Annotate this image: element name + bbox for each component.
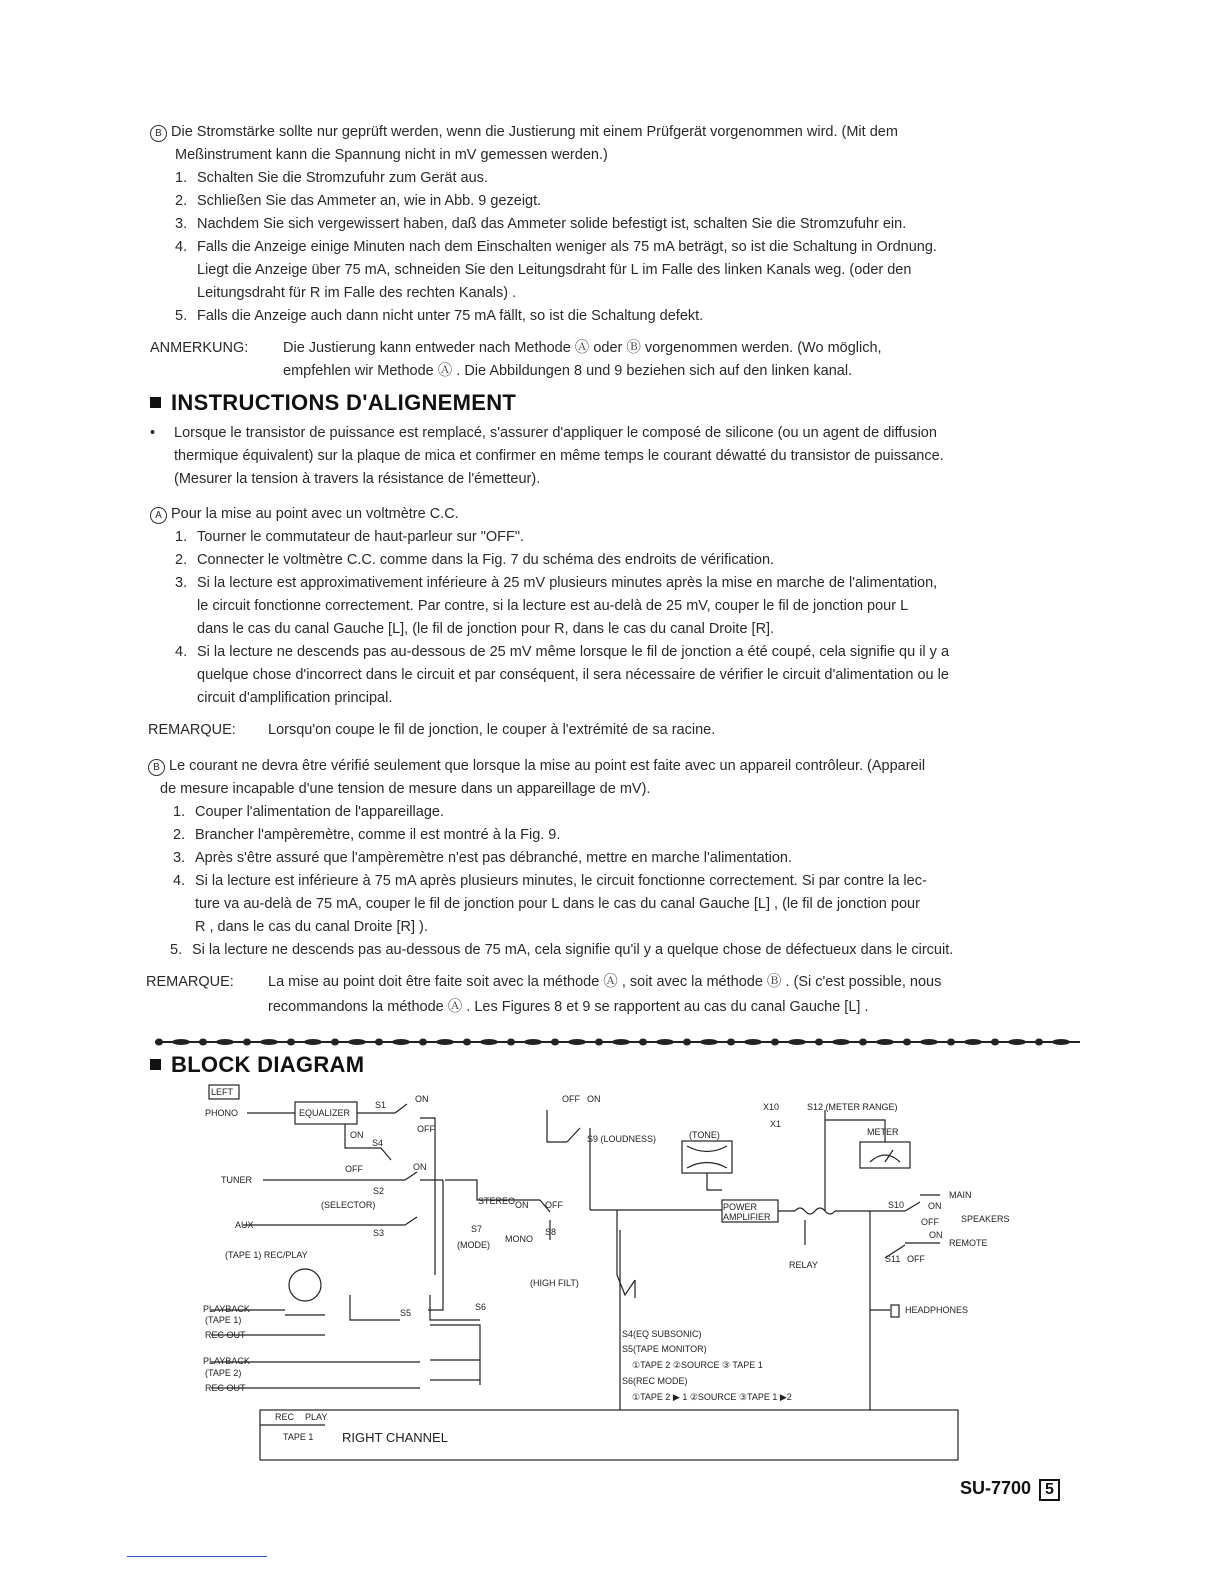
divider-bead <box>700 1039 718 1045</box>
divider-bead <box>436 1039 454 1045</box>
main-speaker-label: MAIN <box>949 1190 972 1200</box>
amplifier-label: AMPLIFIER <box>723 1212 771 1222</box>
german-step-3: 3. Nachdem Sie sich vergewissert haben, daß das Ammeter solide befestigt ist, schalten Sie die Stromzufuhr ein. <box>175 216 907 232</box>
divider-bead <box>876 1039 894 1045</box>
block-diagram <box>195 1080 1010 1480</box>
french-a-step-3-cont1: le circuit fonctionne correctement. Par contre, si la lecture est au-delà de 25 mV, couper le fil de jonction pour L <box>197 598 909 614</box>
french-b-step-4-cont2: R , dans le cas du canal Droite [R] ). <box>195 919 428 935</box>
divider-bead <box>568 1039 586 1045</box>
german-step-1: 1. Schalten Sie die Stromzufuhr zum Gerät aus. <box>175 170 488 186</box>
relay-label: RELAY <box>789 1260 818 1270</box>
divider-bead <box>480 1039 498 1045</box>
meter-label: METER <box>867 1127 899 1137</box>
french-a-step-3-cont2: dans le cas du canal Gauche [L], (le fil de jonction pour R, dans le cas du canal Droite [R]. <box>197 621 775 637</box>
loudness-on-label: ON <box>587 1094 601 1104</box>
s4-on-label: ON <box>350 1130 364 1140</box>
headphones-label: HEADPHONES <box>905 1305 969 1315</box>
s10-label: S10 <box>888 1200 905 1210</box>
mode-label: (MODE) <box>457 1240 490 1250</box>
french-method-b-line1: B Le courant ne devra être vérifié seulement que lorsque la mise au point est faite avec un appareil contrôleur. (Appareil <box>148 758 925 776</box>
legend-s6-options: ①TAPE 2 ▶ 1 ②SOURCE ③TAPE 1 ▶2 <box>632 1392 792 1402</box>
divider-bead <box>507 1039 515 1046</box>
french-remark-1: REMARQUE: Lorsqu'on coupe le fil de jonction, le couper à l'extrémité de sa racine. <box>148 722 716 738</box>
s9-loudness-label: S9 (LOUDNESS) <box>587 1134 657 1144</box>
speakers-label: SPEAKERS <box>961 1214 1010 1224</box>
s1-on-label: ON <box>415 1094 429 1104</box>
german-step-5: 5. Falls die Anzeige auch dann nicht unter 75 mA fällt, so ist die Schaltung defekt. <box>175 308 704 324</box>
rec-label: REC <box>275 1412 295 1422</box>
s5-label: S5 <box>400 1308 412 1318</box>
high-filt-label: (HIGH FILT) <box>530 1278 579 1288</box>
french-b-step-3: 3. Après s'être assuré que l'ampèremètre n'est pas débranché, mettre en marche l'alimentation. <box>173 850 793 866</box>
divider-bead <box>612 1039 630 1045</box>
tuner-label: TUNER <box>221 1175 252 1185</box>
divider-bead <box>727 1039 735 1046</box>
divider-bead <box>920 1039 938 1045</box>
s3-label: S3 <box>373 1228 385 1238</box>
divider-bead <box>683 1039 691 1046</box>
legend-s6: S6(REC MODE) <box>622 1376 688 1386</box>
decorative-divider <box>155 1036 1080 1048</box>
s1-off-label: OFF <box>417 1124 435 1134</box>
loudness-off-label: OFF <box>562 1094 580 1104</box>
x1-label: X1 <box>770 1119 782 1129</box>
s4-off-label: OFF <box>345 1164 363 1174</box>
divider-bead <box>304 1039 322 1045</box>
german-note-line1: ANMERKUNG: Die Justierung kann entweder nach Methode Ⓐ oder Ⓑ vorgenommen werden. (Wo möglich, <box>150 340 882 356</box>
s4-label: S4 <box>372 1138 384 1148</box>
french-a-step-4: 4. Si la lecture ne descends pas au-dessous de 25 mV même lorsque le fil de jonction a été coupé, cela signifie qu il y a <box>175 644 950 660</box>
stereo-label: STEREO <box>478 1196 516 1206</box>
divider-bead <box>348 1039 366 1045</box>
remote-speaker-label: REMOTE <box>949 1238 988 1248</box>
french-method-b-line2: de mesure incapable d'une tension de mesure dans un appareillage de mV). <box>160 781 651 797</box>
divider-bead <box>744 1039 762 1045</box>
divider-bead <box>859 1039 867 1046</box>
left-label: LEFT <box>211 1087 234 1097</box>
s10-off-label: OFF <box>921 1217 939 1227</box>
german-note-line2: empfehlen wir Methode Ⓐ . Die Abbildungen 8 und 9 beziehen sich auf den linken kanal. <box>283 363 853 379</box>
divider-bead <box>216 1039 234 1045</box>
mode-on-label: ON <box>515 1200 529 1210</box>
s11-off-label: OFF <box>907 1254 925 1264</box>
divider-bead <box>155 1039 163 1046</box>
french-b-step-5: 5. Si la lecture ne descends pas au-dessous de 75 mA, cela signifie qu'il y a quelque chose de défectueux dans le circuit. <box>170 942 954 958</box>
legend-s4: S4(EQ SUBSONIC) <box>622 1329 702 1339</box>
french-a-step-2: 2. Connecter le voltmètre C.C. comme dans la Fig. 7 du schéma des endroits de vérification. <box>175 552 775 568</box>
circled-a-icon: A <box>150 507 167 524</box>
s11-label: S11 <box>885 1254 901 1264</box>
tape1-rec-play-label: (TAPE 1) REC/PLAY <box>225 1250 308 1260</box>
tone-control-block <box>682 1141 732 1173</box>
playback-2-label: PLAYBACK <box>203 1356 250 1366</box>
divider-bead <box>1052 1039 1070 1045</box>
french-b-step-4-cont1: ture va au-delà de 75 mA, couper le fil de jonction pour L dans le cas du canal Gauche [L] , (le fil de jonction pour <box>195 896 920 912</box>
divider-bead <box>947 1039 955 1046</box>
german-intro-line2: Meßinstrument kann die Spannung nicht in mV gemessen werden.) <box>175 147 608 163</box>
legend-s5-options: ①TAPE 2 ②SOURCE ③ TAPE 1 <box>632 1360 763 1370</box>
tape1-label: (TAPE 1) <box>205 1315 242 1325</box>
german-step-4: 4. Falls die Anzeige einige Minuten nach dem Einschalten weniger als 75 mA beträgt, so ist die Schaltung in Ordnung. <box>175 239 937 255</box>
selector-label: (SELECTOR) <box>321 1200 376 1210</box>
circled-b-icon: B <box>148 759 165 776</box>
french-b-step-2: 2. Brancher l'ampèremètre, comme il est montré à la Fig. 9. <box>173 827 561 843</box>
aux-label: AUX <box>235 1220 254 1230</box>
divider-bead <box>172 1039 190 1045</box>
s6-label: S6 <box>475 1302 487 1312</box>
divider-bead <box>1035 1039 1043 1046</box>
divider-bead <box>551 1039 559 1046</box>
legend-s5: S5(TAPE MONITOR) <box>622 1344 707 1354</box>
divider-bead <box>1008 1039 1026 1045</box>
divider-bead <box>331 1039 339 1046</box>
divider-bead <box>656 1039 674 1045</box>
s10-on-label: ON <box>928 1201 942 1211</box>
german-intro-line1: B Die Stromstärke sollte nur geprüft werden, wenn die Justierung mit einem Prüfgerät vorgenommen wird. (Mit dem <box>150 124 898 142</box>
x10-label: X10 <box>763 1102 780 1112</box>
german-step-2: 2. Schließen Sie das Ammeter an, wie in Abb. 9 gezeigt. <box>175 193 542 209</box>
french-a-step-1: 1. Tourner le commutateur de haut-parleur sur "OFF". <box>175 529 525 545</box>
french-bullet-line3: (Mesurer la tension à travers la résistance de l'émetteur). <box>174 471 541 487</box>
french-b-step-4: 4. Si la lecture est inférieure à 75 mA après plusieurs minutes, le circuit fonctionne correctement. Si par contre la lec- <box>173 873 927 889</box>
divider-bead <box>375 1039 383 1046</box>
divider-bead <box>815 1039 823 1046</box>
s1-label: S1 <box>375 1100 387 1110</box>
mono-label: MONO <box>505 1234 533 1244</box>
german-step-4-cont2: Leitungsdraht für R im Falle des rechten Kanals) . <box>197 285 517 301</box>
power-label: POWER <box>723 1202 758 1212</box>
tape1-box-label: TAPE 1 <box>283 1432 314 1442</box>
page-footer <box>960 1478 1060 1501</box>
playback-1-label: PLAYBACK <box>203 1304 250 1314</box>
divider-bead <box>639 1039 647 1046</box>
divider-bead <box>199 1039 207 1046</box>
right-channel-label: RIGHT CHANNEL <box>342 1430 448 1445</box>
tone-label: (TONE) <box>689 1130 720 1140</box>
french-bullet-line1: • Lorsque le transistor de puissance est remplacé, s'assurer d'appliquer le composé de silicone (ou un agent de diffusion <box>150 425 937 441</box>
divider-bead <box>392 1039 410 1045</box>
divider-bead <box>788 1039 806 1045</box>
french-section-heading: INSTRUCTIONS D'ALIGNEMENT <box>150 390 516 416</box>
play-label: PLAY <box>305 1412 328 1422</box>
divider-bead <box>832 1039 850 1045</box>
s11-on-label: ON <box>929 1230 943 1240</box>
mode-off-label: OFF <box>545 1200 563 1210</box>
german-step-4-cont1: Liegt die Anzeige über 75 mA, schneiden Sie den Leitungsdraht für L im Falle des linken Kanals weg. (oder den <box>197 262 912 278</box>
divider-bead <box>524 1039 542 1045</box>
model-number: SU-7700 <box>960 1478 1032 1498</box>
divider-bead <box>260 1039 278 1045</box>
french-remark-2-line1: REMARQUE: La mise au point doit être faite soit avec la méthode Ⓐ , soit avec la méthode Ⓑ . (Si c'est possible, nous <box>146 974 942 990</box>
french-a-step-4-cont1: quelque chose d'incorrect dans le circuit et par conséquent, il sera nécessaire de vérifier le circuit d'alimentation ou le <box>197 667 949 683</box>
divider-bead <box>243 1039 251 1046</box>
french-a-step-3: 3. Si la lecture est approximativement inférieure à 25 mV plusieurs minutes après la mise en marche de l'alimentation, <box>175 575 938 591</box>
rec-out-2-label: REC OUT <box>205 1383 246 1393</box>
square-bullet-icon <box>150 397 161 408</box>
phono-label: PHONO <box>205 1108 239 1118</box>
divider-bead <box>463 1039 471 1046</box>
divider-bead <box>964 1039 982 1045</box>
equalizer-label: EQUALIZER <box>299 1108 351 1118</box>
french-b-step-1: 1. Couper l'alimentation de l'appareillage. <box>173 804 444 820</box>
divider-bead <box>771 1039 779 1046</box>
divider-bead <box>903 1039 911 1046</box>
block-diagram-heading: BLOCK DIAGRAM <box>150 1052 364 1078</box>
s12-meter-range-label: S12 (METER RANGE) <box>807 1102 898 1112</box>
divider-bead <box>287 1039 295 1046</box>
page-number: 5 <box>1039 1479 1060 1501</box>
s8-label: S8 <box>545 1227 557 1237</box>
french-method-a-title: A Pour la mise au point avec un voltmètre C.C. <box>150 506 459 524</box>
divider-bead <box>991 1039 999 1046</box>
french-a-step-4-cont2: circuit d'amplification principal. <box>197 690 393 706</box>
s7-label: S7 <box>471 1224 483 1234</box>
divider-bead <box>419 1039 427 1046</box>
s2-label: S2 <box>373 1186 385 1196</box>
circled-b-icon: B <box>150 125 167 142</box>
tape2-label: (TAPE 2) <box>205 1368 242 1378</box>
french-remark-2-line2: recommandons la méthode Ⓐ . Les Figures 8 et 9 se rapportent au cas du canal Gauche [L] . <box>268 999 869 1015</box>
s2-on-label: ON <box>413 1162 427 1172</box>
footer-rule <box>127 1556 267 1557</box>
french-bullet-line2: thermique équivalent) sur la plaque de mica et confirmer en même temps le courant déwatté du transistor de puissance. <box>174 448 944 464</box>
divider-bead <box>595 1039 603 1046</box>
square-bullet-icon <box>150 1059 161 1070</box>
rec-out-1-label: REC OUT <box>205 1330 246 1340</box>
